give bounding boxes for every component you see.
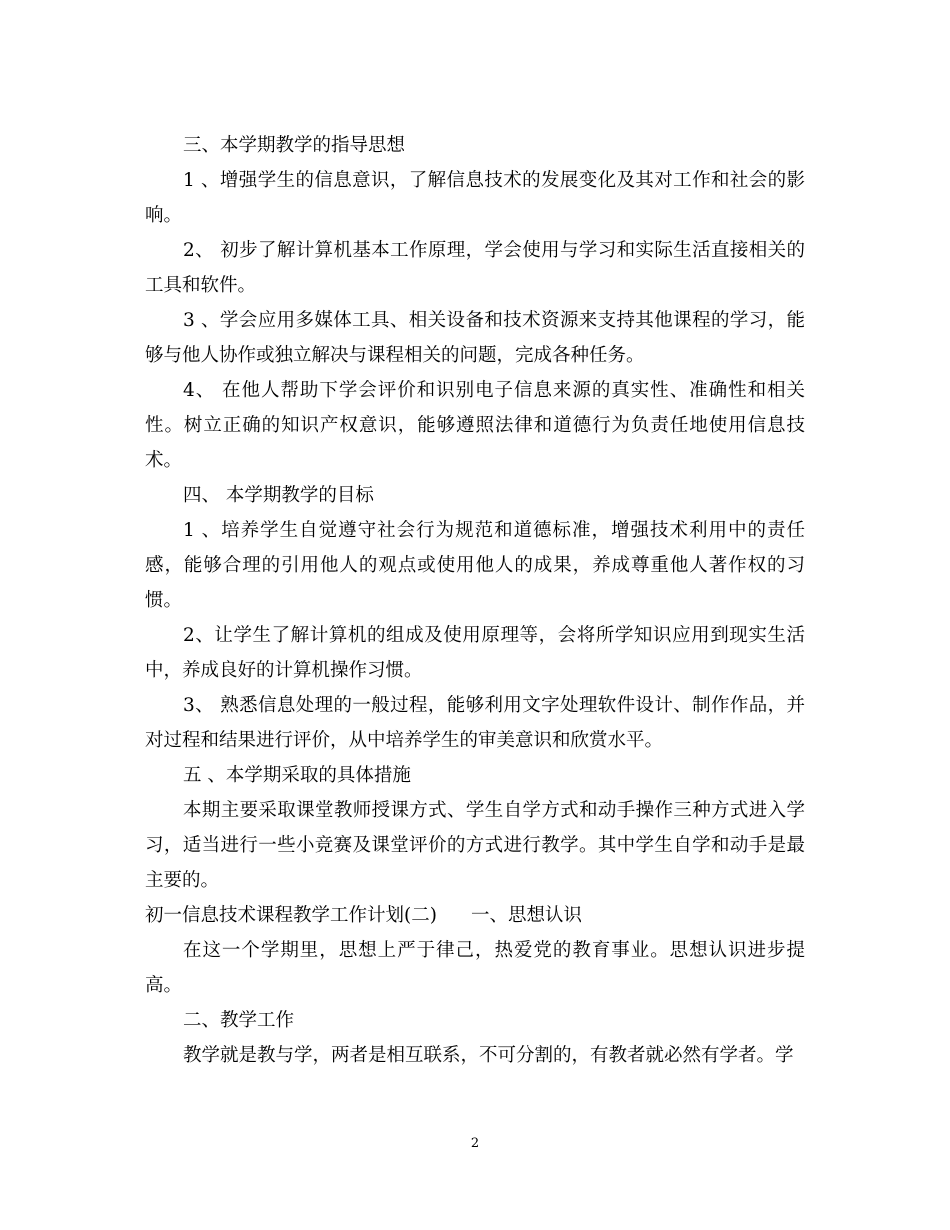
section-heading-teaching-work: 二、教学工作 [183, 1010, 295, 1031]
plan-title: 初一信息技术课程教学工作计划(二) [145, 905, 437, 926]
paragraph-measures: 本期主要采取课堂教师授课方式、学生自学方式和动手操作三种方式进入学习，适当进行一些小竞赛及课堂评价的方式进行教学。其中学生自学和动手是最主要的。 [145, 800, 805, 891]
paragraph-ideology: 在这一个学期里，思想上严于律己，热爱党的教育事业。思想认识进步提高。 [145, 940, 805, 996]
document-body [145, 128, 805, 1073]
section-heading-goals: 四、 本学期教学的目标 [183, 485, 374, 506]
page-number: 2 [470, 1136, 480, 1151]
paragraph-item-2: 2、 初步了解计算机基本工作原理，学会使用与学习和实际生活直接相关的工具和软件。 [145, 240, 805, 296]
section-heading-guiding-ideas: 三、本学期教学的指导思想 [183, 135, 406, 156]
paragraph-item-3: 3 、学会应用多媒体工具、相关设备和技术资源来支持其他课程的学习，能够与他人协作或独立解决与课程相关的问题，完成各种任务。 [145, 310, 805, 366]
paragraph-goal-3: 3、 熟悉信息处理的一般过程，能够利用文字处理软件设计、制作作品，并对过程和结果进行评价，从中培养学生的审美意识和欣赏水平。 [145, 695, 805, 751]
paragraph-teaching-work: 教学就是教与学，两者是相互联系，不可分割的，有教者就必然有学者。学 [183, 1045, 794, 1066]
paragraph-item-1: 1 、增强学生的信息意识，了解信息技术的发展变化及其对工作和社会的影响。 [145, 170, 805, 226]
paragraph-goal-1: 1 、培养学生自觉遵守社会行为规范和道德标准，增强技术利用中的责任感，能够合理的引用他人的观点或使用他人的成果，养成尊重他人著作权的习惯。 [145, 520, 805, 611]
plan-section-one: 一、思想认识 [470, 905, 582, 926]
paragraph-item-4: 4、 在他人帮助下学会评价和识别电子信息来源的真实性、准确性和相关性。树立正确的知识产权意识，能够遵照法律和道德行为负责任地使用信息技术。 [145, 380, 805, 471]
plan-title-line [145, 898, 805, 933]
paragraph-goal-2: 2、让学生了解计算机的组成及使用原理等，会将所学知识应用到现实生活中，养成良好的计算机操作习惯。 [145, 625, 805, 681]
section-heading-measures: 五 、本学期采取的具体措施 [183, 765, 411, 786]
